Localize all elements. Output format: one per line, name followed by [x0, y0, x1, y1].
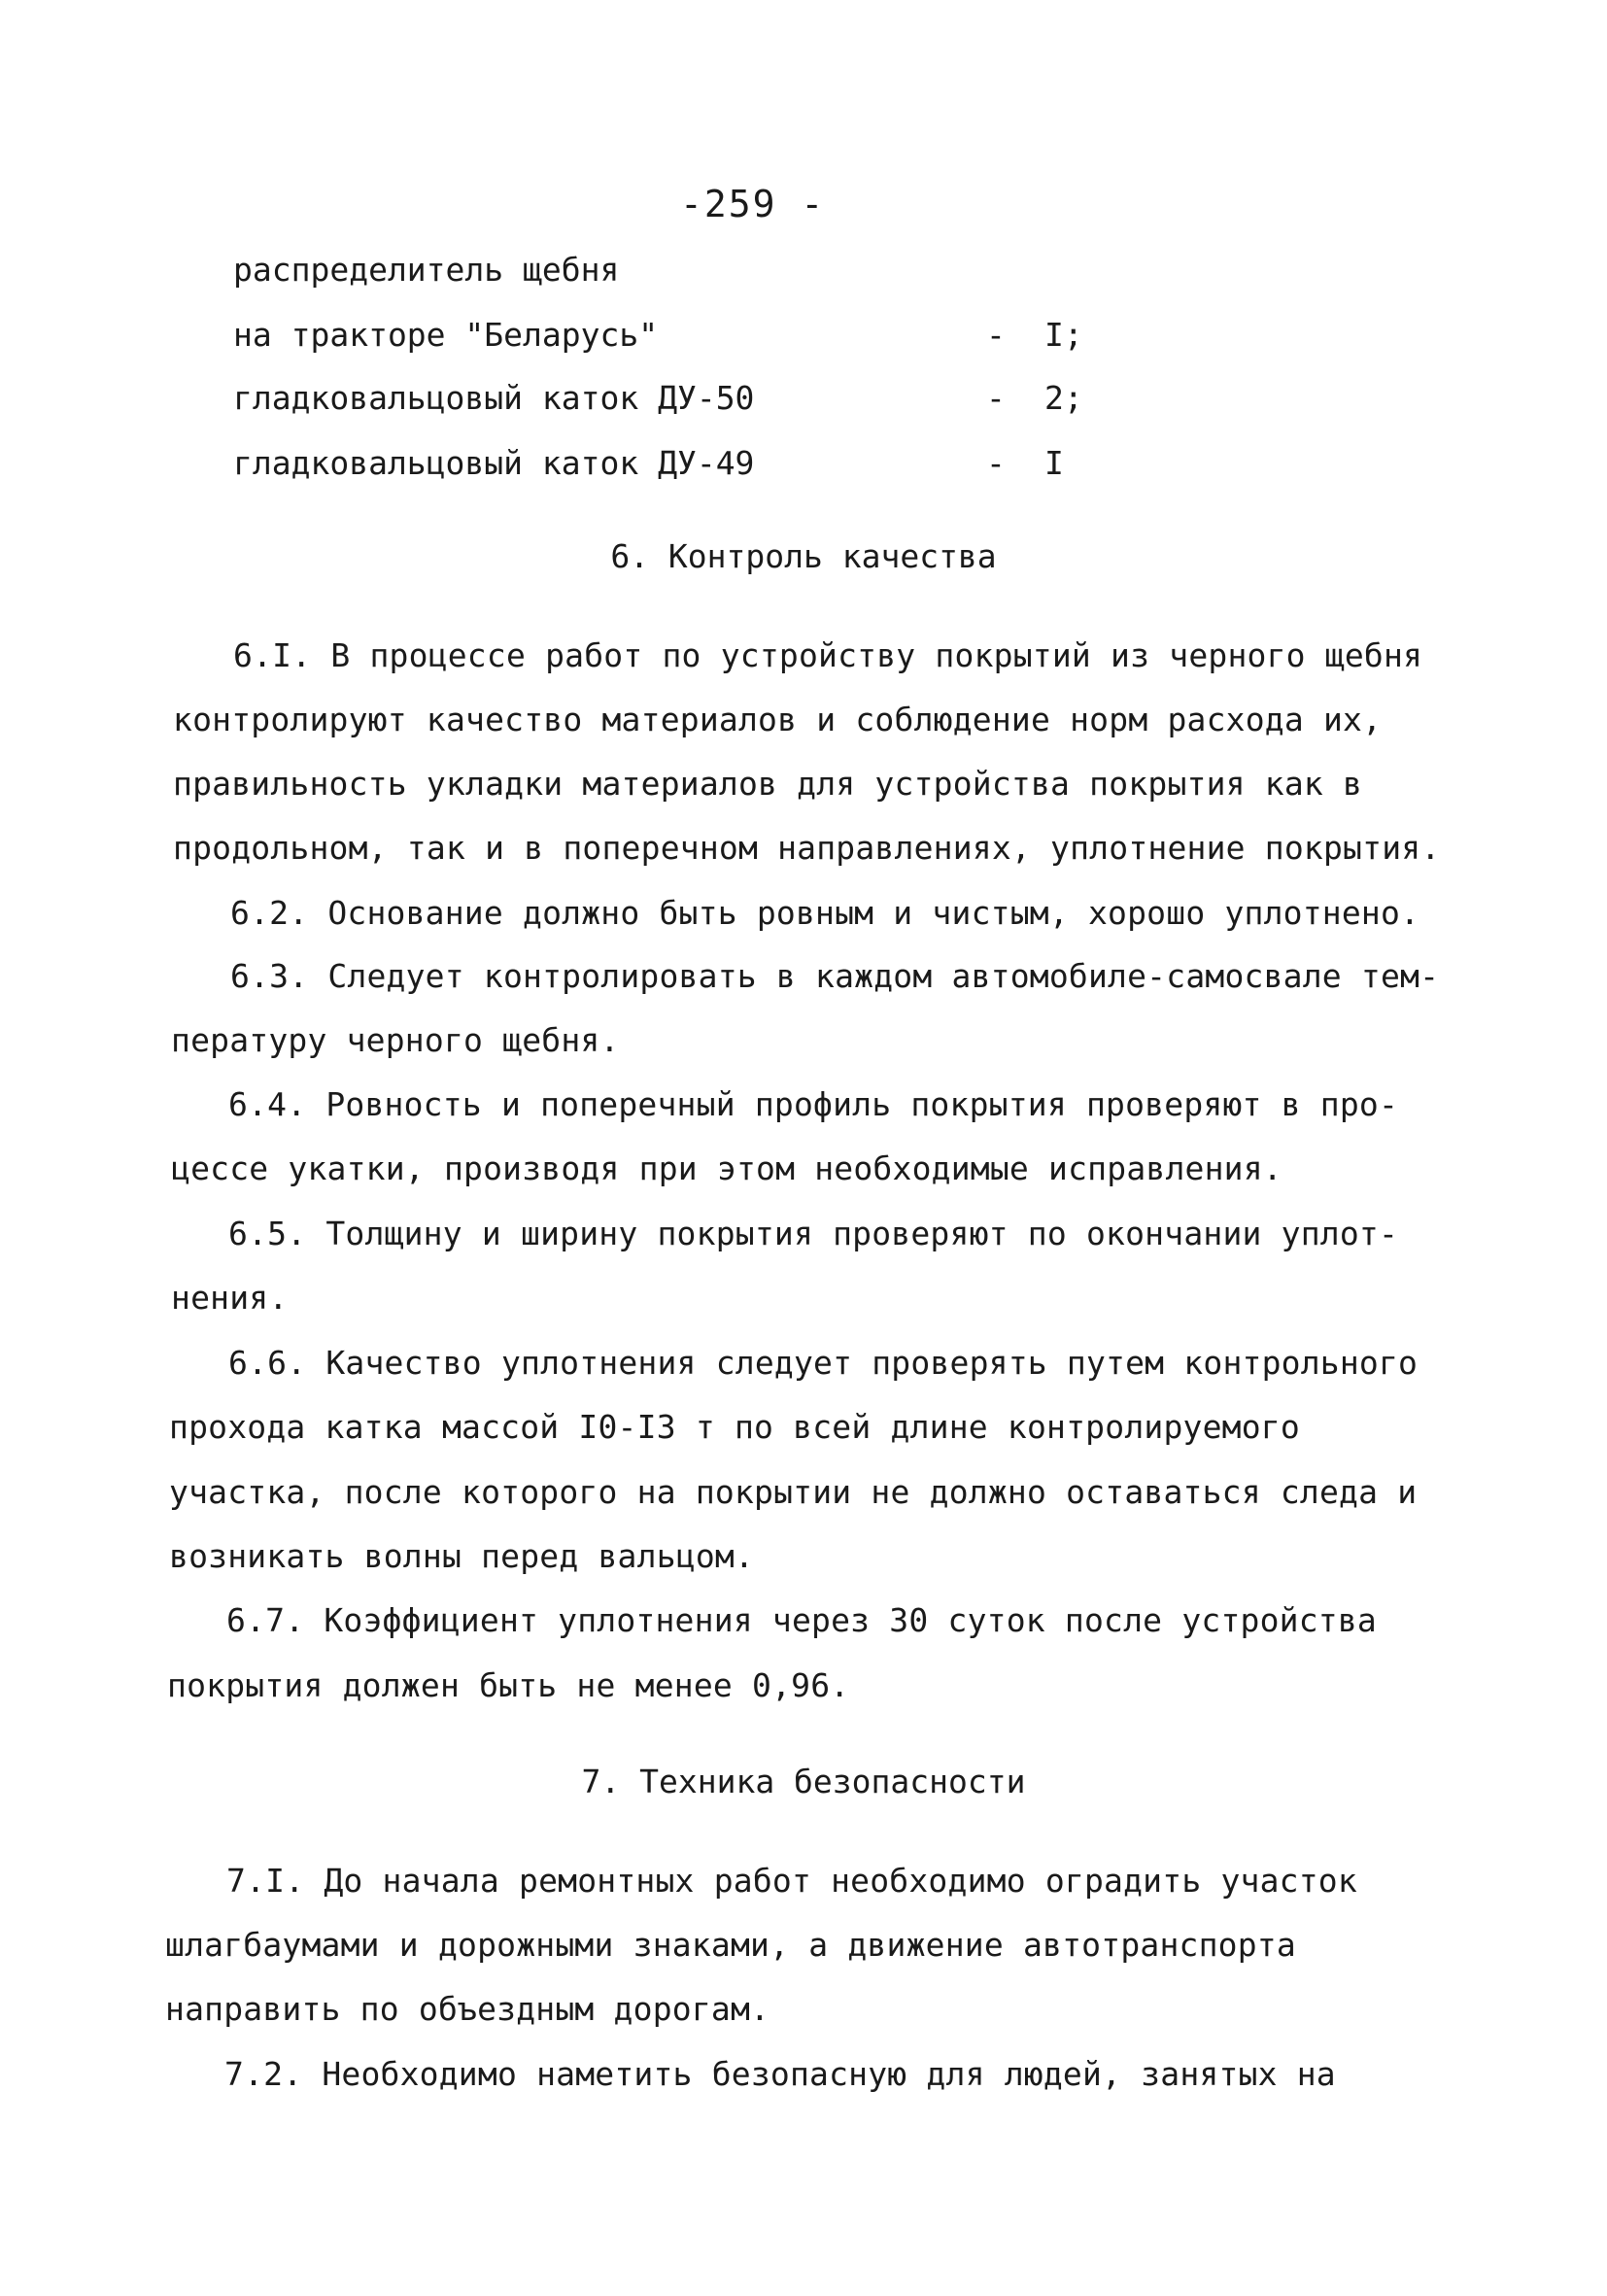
text-line: 6.4. Ровность и поперечный профиль покрытия проверяют в про-: [228, 1085, 1399, 1123]
text-line: нения.: [171, 1279, 289, 1317]
equipment-name: гладковальцовый каток ДУ-49: [233, 444, 755, 482]
text-line: направить по объездным дорогам.: [165, 1990, 770, 2028]
text-line: 6.5. Толщину и ширину покрытия проверяют по окончании уплот-: [228, 1215, 1399, 1252]
text-line: прохода катка массой I0-I3 т по всей длине контролируемого: [169, 1408, 1300, 1446]
page-number: -259 -: [680, 183, 826, 225]
equipment-name: распределитель щебня: [233, 251, 620, 289]
equipment-name: гладковальцовый каток ДУ-50: [233, 379, 755, 417]
text-line: 6.2. Основание должно быть ровным и чистым, хорошо уплотнено.: [230, 894, 1420, 932]
text-line: продольном, так и в поперечном направлениях, уплотнение покрытия.: [173, 829, 1441, 867]
text-line: 7.2. Необходимо наметить безопасную для людей, занятых на: [224, 2055, 1336, 2093]
equipment-name: на тракторе "Беларусь": [233, 316, 659, 354]
section-heading: 6. Контроль качества: [610, 537, 997, 575]
text-line: 6.I. В процессе работ по устройству покрытий из черного щебня: [233, 636, 1423, 674]
equipment-qty: I: [1044, 444, 1064, 482]
text-line: возникать волны перед вальцом.: [169, 1537, 755, 1575]
text-line: шлагбаумами и дорожными знаками, а движение автотранспорта: [165, 1926, 1296, 1964]
equipment-qty: 2;: [1044, 379, 1083, 417]
equipment-dash: -: [986, 379, 1006, 417]
text-line: пературу черного щебня.: [171, 1021, 620, 1059]
text-line: 6.6. Качество уплотнения следует проверять путем контрольного: [228, 1344, 1419, 1382]
text-line: 6.3. Следует контролировать в каждом автомобиле-самосвале тем-: [230, 957, 1440, 995]
equipment-dash: -: [986, 316, 1006, 354]
text-line: 6.7. Коэффициент уплотнения через 30 суток после устройства: [226, 1601, 1377, 1639]
equipment-row: [233, 379, 1108, 437]
equipment-row: [233, 444, 1108, 502]
equipment-row: [233, 251, 1108, 309]
text-line: покрытия должен быть не менее 0,96.: [167, 1666, 850, 1704]
text-line: правильность укладки материалов для устройства покрытия как в: [173, 765, 1363, 803]
equipment-qty: I;: [1044, 316, 1083, 354]
equipment-dash: -: [986, 444, 1006, 482]
equipment-row: [233, 316, 1108, 374]
text-line: цессе укатки, производя при этом необходимые исправления.: [171, 1149, 1282, 1187]
text-line: 7.I. До начала ремонтных работ необходимо оградить участок: [226, 1862, 1357, 1900]
text-line: контролируют качество материалов и соблюдение норм расхода их,: [173, 701, 1383, 738]
section-heading: 7. Техника безопасности: [581, 1763, 1026, 1800]
text-line: участка, после которого на покрытии не должно оставаться следа и: [169, 1473, 1418, 1511]
